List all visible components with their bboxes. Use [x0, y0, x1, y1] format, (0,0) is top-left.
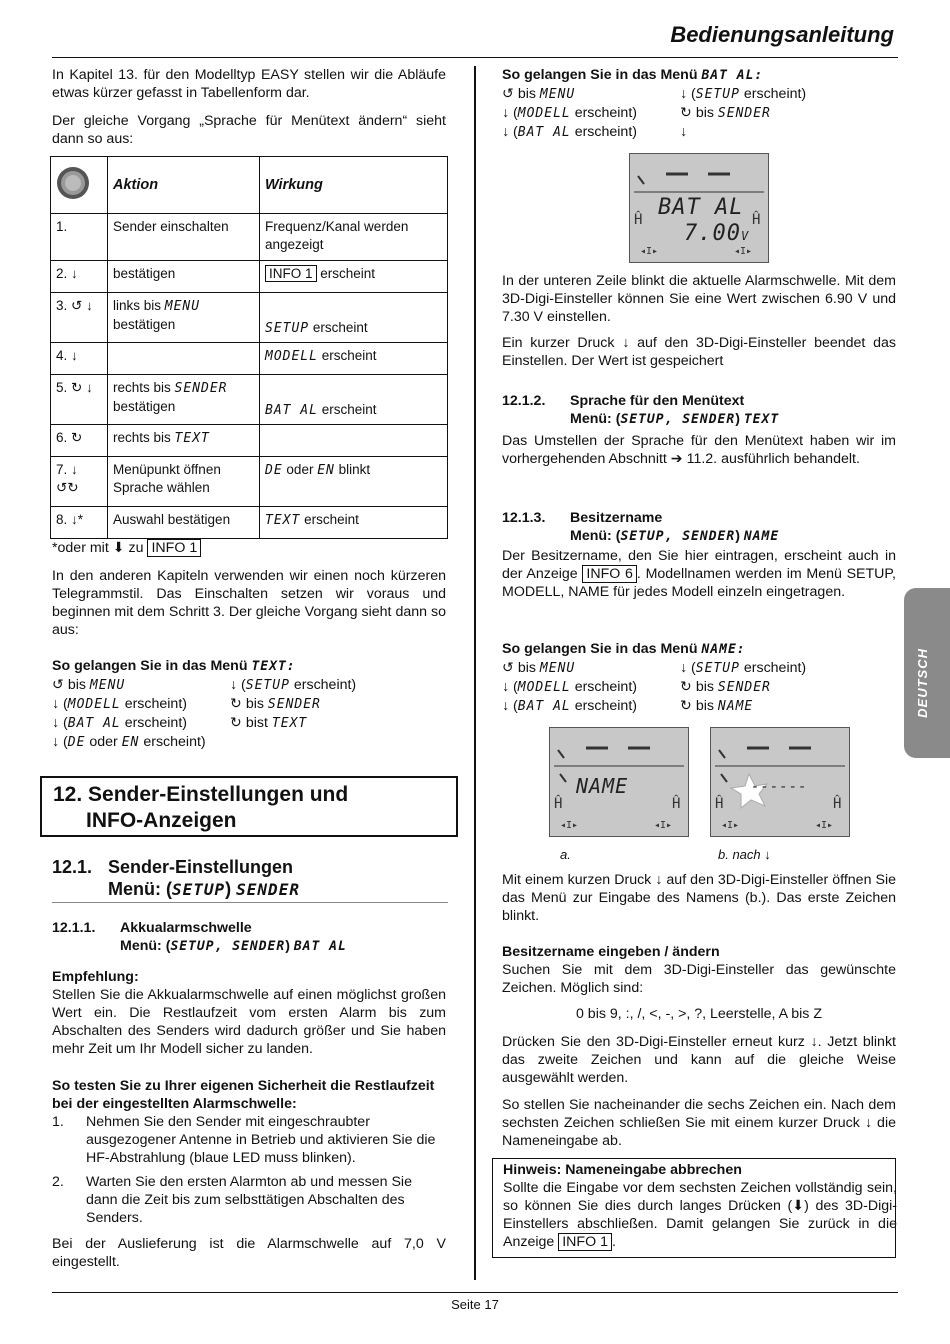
language-tab	[904, 588, 950, 758]
lcd-text: MENU	[164, 299, 201, 314]
header-wirkung: Wirkung	[260, 157, 448, 214]
title-text: So gelangen Sie in das Menü	[502, 67, 698, 83]
press-rotate-icon: ↓ ↺↻	[56, 462, 79, 495]
table-row	[51, 425, 448, 457]
aktion-text-2: bestätigen	[113, 399, 176, 414]
rotate-left-icon: ↺ ↓	[71, 298, 93, 313]
wirkung-text: erscheint	[321, 402, 377, 417]
title-text: So gelangen Sie in das Menü	[52, 658, 248, 674]
display-text: NAME	[576, 774, 629, 798]
text-menu-title	[52, 657, 446, 676]
table-row	[51, 375, 448, 425]
section-title: Besitzername	[570, 510, 663, 526]
section-heading-12-1-2: 12.1.2. Sprache für den Menütext Menü: (SETUP, SENDER) TEXT	[502, 393, 780, 427]
info-box: INFO 6	[582, 565, 637, 583]
table-row	[51, 261, 448, 293]
section-menu: Menü: (	[570, 411, 621, 427]
num-label: 8.	[56, 512, 68, 527]
closing-paragraph: Bei der Auslieferung ist die Alarmschwelle auf 7,0 V eingestellt.	[52, 1236, 446, 1270]
row-wirkung	[260, 261, 448, 293]
rotate-right-icon: ↻ ↓	[71, 380, 93, 395]
lcd-text: TEXT	[743, 412, 780, 427]
step: ↻ bis SENDER	[680, 679, 771, 695]
svg-text:Ĥ: Ĥ	[554, 796, 563, 812]
lcd-text: SETUP, SENDER	[170, 939, 286, 954]
row-wirkung: Frequenz/Kanal werden angezeigt	[260, 214, 448, 261]
row-wirkung	[260, 375, 448, 425]
row-wirkung	[260, 457, 448, 507]
sprache-paragraph: Das Umstellen der Sprache für den Menütext haben wir im vorhergehenden Abschnitt ➔ 11.2. ausführlich behandelt.	[502, 433, 896, 467]
num-label: 2.	[56, 266, 68, 281]
aktion-text-2: bestätigen	[113, 317, 176, 332]
paragraph-text: Der Besitzername, den Sie hier eintragen, erscheint auch in der Anzeige	[502, 548, 896, 582]
intro-paragraph-2: Der gleiche Vorgang „Sprache für Menütext ändern“ sieht dann so aus:	[52, 113, 446, 147]
bat-menu-block	[502, 66, 896, 142]
num-label: 3.	[56, 298, 68, 313]
row-aktion	[108, 293, 260, 343]
display-unit: V	[740, 229, 750, 243]
wirkung-text: erscheint	[321, 348, 377, 363]
rotate-right-icon: ↻	[71, 430, 83, 445]
name-display-b	[710, 727, 850, 837]
blink-paragraph: In der unteren Zeile blinkt die aktuelle Alarmschwelle. Mit dem 3D-Digi-Einsteller können Sie eine Wert zwischen 6.90 V und 7.30 V einstellen.	[502, 273, 896, 325]
step: ↺ bis MENU	[52, 677, 126, 693]
list-item	[52, 1173, 446, 1227]
edit-title: Besitzername eingeben / ändern	[502, 944, 720, 960]
svg-text:Ĥ: Ĥ	[752, 212, 761, 228]
svg-text:Ĥ: Ĥ	[715, 796, 724, 812]
lcd-text: TEXT	[265, 513, 301, 528]
step: ↺ bis MENU	[502, 660, 576, 676]
display-line-1: BAT AL	[658, 195, 744, 220]
list-number: 1.	[52, 1114, 64, 1130]
chapter-heading	[53, 782, 348, 834]
hint-text	[503, 1179, 897, 1251]
text-menu-block	[52, 657, 446, 752]
row-num	[51, 507, 108, 539]
hint-title: Hinweis: Nameneingabe abbrechen	[503, 1162, 742, 1178]
list-item	[52, 1113, 446, 1167]
list-text: Nehmen Sie den Sender mit eingeschraubter ausgezogener Antenne in Betrieb und aktivieren Sie die HF-Abstrahlung (blaue LED muss blinken).	[86, 1114, 436, 1166]
step: ↻ bis SENDER	[230, 696, 321, 712]
hint-content	[503, 1161, 897, 1251]
bat-al-display	[629, 153, 769, 263]
row-aktion	[108, 375, 260, 425]
steps-table	[50, 156, 448, 539]
chapter-heading-box	[40, 776, 458, 837]
column-divider	[474, 66, 476, 1280]
row-wirkung	[260, 507, 448, 539]
footnote-text: *oder mit ⬇ zu	[52, 540, 144, 556]
section-menu: Menü: (	[570, 528, 621, 544]
section-heading-12-1-3: 12.1.3. Besitzername Menü: (SETUP, SENDER) NAME	[502, 510, 780, 544]
row-num: 1.	[51, 214, 108, 261]
row-num	[51, 261, 108, 293]
lcd-text: EN	[317, 463, 335, 478]
table-row	[51, 457, 448, 507]
table-row	[51, 343, 448, 375]
lcd-text: BAT AL	[265, 403, 318, 418]
section-number: 12.1.	[52, 857, 93, 877]
title-text: So gelangen Sie in das Menü	[502, 641, 698, 657]
num-label: 5.	[56, 380, 68, 395]
row-wirkung	[260, 293, 448, 343]
row-num	[51, 343, 108, 375]
row-num	[51, 457, 108, 507]
svg-text:◂I▸: ◂I▸	[560, 820, 579, 831]
name-menu-block	[502, 640, 896, 716]
bat-menu-steps	[502, 85, 896, 142]
allowed-characters: 0 bis 9, :, /, <, -, >, ?, Leerstelle, A bis Z	[575, 1006, 823, 1022]
bat-menu-title	[502, 66, 896, 85]
step: ↓ (MODELL erscheint)	[502, 105, 637, 121]
hint-text-body: Sollte die Eingabe vor dem sechsten Zeichen vollständig sein, so können Sie dies durch langes Drücken (⬇) des 3D-Digi-Einstellers abschließen. Damit gelangen Sie zurück in die Anzeige	[503, 1180, 897, 1250]
aktion-text: Menüpunkt öffnen	[113, 462, 221, 477]
info-box: INFO 1	[265, 265, 317, 282]
table-row	[51, 507, 448, 539]
step: ↻ bis SENDER	[680, 105, 771, 121]
svg-text:Ĥ: Ĥ	[672, 796, 681, 812]
header-aktion: Aktion	[108, 157, 260, 214]
step: ↓ (MODELL erscheint)	[52, 696, 187, 712]
name-display-a	[549, 727, 689, 837]
page-number: Seite 17	[451, 1297, 499, 1312]
step: ↻ bis NAME	[680, 698, 754, 714]
step: ↓ (SETUP erscheint)	[230, 677, 357, 693]
step: ↺ bis MENU	[502, 86, 576, 102]
section-number: 12.1.3.	[502, 510, 546, 526]
row-wirkung	[260, 425, 448, 457]
dial-icon-cell	[51, 157, 108, 214]
heading-line-1: 12. Sender-Einstellungen und	[53, 783, 349, 806]
wirkung-text: erscheint	[312, 320, 368, 335]
hint-text-end: .	[611, 1234, 616, 1250]
aktion-text: rechts bis	[113, 380, 171, 395]
info-box: INFO 1	[558, 1233, 612, 1251]
wirkung-mid: oder	[286, 462, 314, 477]
name-menu-steps	[502, 659, 896, 716]
row-num	[51, 293, 108, 343]
aktion-text-2: Sprache wählen	[113, 480, 210, 495]
footer-rule	[52, 1292, 898, 1293]
lcd-text: DE	[265, 463, 283, 478]
wirkung-text: erscheint	[320, 266, 376, 281]
row-aktion	[108, 343, 260, 375]
lcd-text: BAT AL	[293, 939, 347, 954]
section-number: 12.1.2.	[502, 393, 546, 409]
step: ↓ (BAT AL erscheint)	[52, 715, 187, 731]
num-label: 4.	[56, 348, 68, 363]
svg-text:Ĥ: Ĥ	[634, 212, 643, 228]
step: ↓	[680, 124, 688, 140]
digi-dial-icon	[56, 166, 90, 200]
step: ↓ (DE oder EN erscheint)	[52, 734, 206, 750]
aktion-text: rechts bis	[113, 430, 171, 445]
page-header-title: Bedienungsanleitung	[670, 22, 894, 47]
section-menu: Menü: (	[120, 938, 171, 954]
lcd-text: SETUP, SENDER	[620, 412, 736, 427]
row-aktion: Sender einschalten	[108, 214, 260, 261]
section-title: Sender-Einstellungen	[108, 857, 294, 877]
paragraph-text-2: . Modellnamen werden im Menü SETUP, MODELL, NAME für jedes Modell einzeln eingetragen.	[502, 566, 896, 600]
section-heading-12-1: 12.1. Sender-Einstellungen Menü: (SETUP) SENDER	[52, 857, 300, 899]
row-aktion	[108, 457, 260, 507]
row-aktion: Auswahl bestätigen	[108, 507, 260, 539]
display-text: ------	[751, 779, 808, 795]
section-number: 12.1.1.	[52, 920, 96, 936]
step: ↓ (BAT AL erscheint)	[502, 698, 637, 714]
text-menu-steps	[52, 676, 446, 752]
press-icon: ↓	[71, 348, 78, 363]
display-line-2	[684, 222, 749, 248]
table-row	[51, 293, 448, 343]
lcd-text: SETUP	[265, 321, 310, 336]
name-menu-title	[502, 640, 896, 659]
step: ↓ (BAT AL erscheint)	[502, 124, 637, 140]
svg-text:Ĥ: Ĥ	[833, 796, 842, 812]
lcd-text: NAME	[743, 529, 780, 544]
press-paragraph: Drücken Sie den 3D-Digi-Einsteller erneut kurz ↓. Jetzt blinkt das zweite Zeichen und kann auf die gleiche Weise ausgewählt werden.	[502, 1034, 896, 1086]
intro-paragraph-1: In Kapitel 13. für den Modelltyp EASY stellen wir die Abläufe etwas kürzer gefasst in Tabellenform dar.	[52, 67, 446, 101]
hint-box	[492, 1158, 896, 1258]
aktion-text: links bis	[113, 298, 162, 313]
lcd-text: SETUP, SENDER	[620, 529, 736, 544]
telegram-paragraph: In den anderen Kapiteln verwenden wir einen noch kürzeren Telegrammstil. Das Einschalten setzen wir voraus und beginnen mit dem Schritt 3. Der gleiche Vorgang sieht dann so aus:	[52, 568, 446, 638]
list-number: 2.	[52, 1174, 64, 1190]
lcd-text: SENDER	[174, 381, 228, 396]
empfehlung-title: Empfehlung:	[52, 969, 139, 985]
svg-text:◂I▸: ◂I▸	[721, 820, 740, 831]
heading-line-2: INFO-Anzeigen	[86, 809, 237, 832]
press-icon: ↓*	[71, 512, 84, 527]
steps-table-wrapper	[50, 156, 448, 539]
six-paragraph: So stellen Sie nacheinander die sechs Zeichen ein. Nach dem sechsten Zeichen schließen Sie mit einem kurzer Druck ↓ die Nameneingabe ab.	[502, 1097, 896, 1149]
display-b-caption: b. nach ↓	[718, 847, 771, 862]
section-menu: Menü: (	[108, 879, 172, 899]
svg-text:◂I▸: ◂I▸	[734, 246, 753, 257]
display-value: 7.00	[684, 221, 741, 246]
lcd-text: SENDER	[236, 880, 300, 899]
header-rule	[52, 57, 898, 58]
display-a-caption: a.	[560, 847, 571, 862]
svg-text:◂I▸: ◂I▸	[815, 820, 834, 831]
table-footnote	[52, 539, 446, 557]
press-icon: ↓	[71, 266, 78, 281]
lcd-text: TEXT:	[251, 659, 296, 674]
lcd-text: SETUP	[171, 880, 226, 899]
step: ↓ (SETUP erscheint)	[680, 86, 807, 102]
step: ↓ (SETUP erscheint)	[680, 660, 807, 676]
test-list	[52, 1113, 446, 1227]
edit-paragraph: Suchen Sie mit dem 3D-Digi-Einsteller das gewünschte Zeichen. Möglich sind:	[502, 962, 896, 996]
section-title: Akkualarmschwelle	[120, 920, 252, 936]
section-rule	[52, 902, 448, 903]
besitzer-paragraph	[502, 547, 896, 601]
language-tab-label: DEUTSCH	[915, 648, 930, 718]
section-heading-12-1-1: 12.1.1. Akkualarmschwelle Menü: (SETUP, SENDER) BAT AL	[52, 920, 347, 954]
num-label: 6.	[56, 430, 68, 445]
step: ↓ (MODELL erscheint)	[502, 679, 637, 695]
table-row	[51, 214, 448, 261]
row-num	[51, 375, 108, 425]
row-aktion: bestätigen	[108, 261, 260, 293]
wirkung-text: erscheint	[304, 512, 359, 527]
section-title: Sprache für den Menütext	[570, 393, 745, 409]
step: ↻ bist TEXT	[230, 715, 308, 731]
table-header-row	[51, 157, 448, 214]
lcd-text: MODELL	[265, 349, 318, 364]
open-paragraph: Mit einem kurzen Druck ↓ auf den 3D-Digi-Einsteller öffnen Sie das Menü zur Eingabe des Namens (b.). Das erste Zeichen blinkt.	[502, 872, 896, 924]
list-text: Warten Sie den ersten Alarmton ab und messen Sie dann die Zeit bis zum selbsttätigen Abschalten des Senders.	[86, 1174, 412, 1226]
svg-text:◂I▸: ◂I▸	[640, 246, 659, 257]
row-aktion	[108, 425, 260, 457]
info-box: INFO 1	[147, 539, 201, 557]
num-label: 7.	[56, 462, 68, 477]
empfehlung-text: Stellen Sie die Akkualarmschwelle auf einen möglichst großen Wert ein. Die Restlaufzeit vom ersten Alarm bis zum Abschalten des Senders wird dadurch größer und Sie haben mehr Zeit um Ihr Modell sicher zu landen.	[52, 987, 446, 1057]
lcd-text: NAME:	[701, 642, 746, 657]
lcd-text: BAT AL:	[701, 68, 764, 83]
row-wirkung	[260, 343, 448, 375]
svg-text:◂I▸: ◂I▸	[654, 820, 673, 831]
row-num	[51, 425, 108, 457]
test-title: So testen Sie zu Ihrer eigenen Sicherheit die Restlaufzeit bei der eingestellten Alarmschwelle:	[52, 1078, 435, 1112]
kurz-paragraph: Ein kurzer Druck ↓ auf den 3D-Digi-Einsteller beendet das Einstellen. Der Wert ist gespeichert	[502, 335, 896, 369]
lcd-text: TEXT	[174, 431, 210, 446]
wirkung-text: blinkt	[338, 462, 371, 477]
